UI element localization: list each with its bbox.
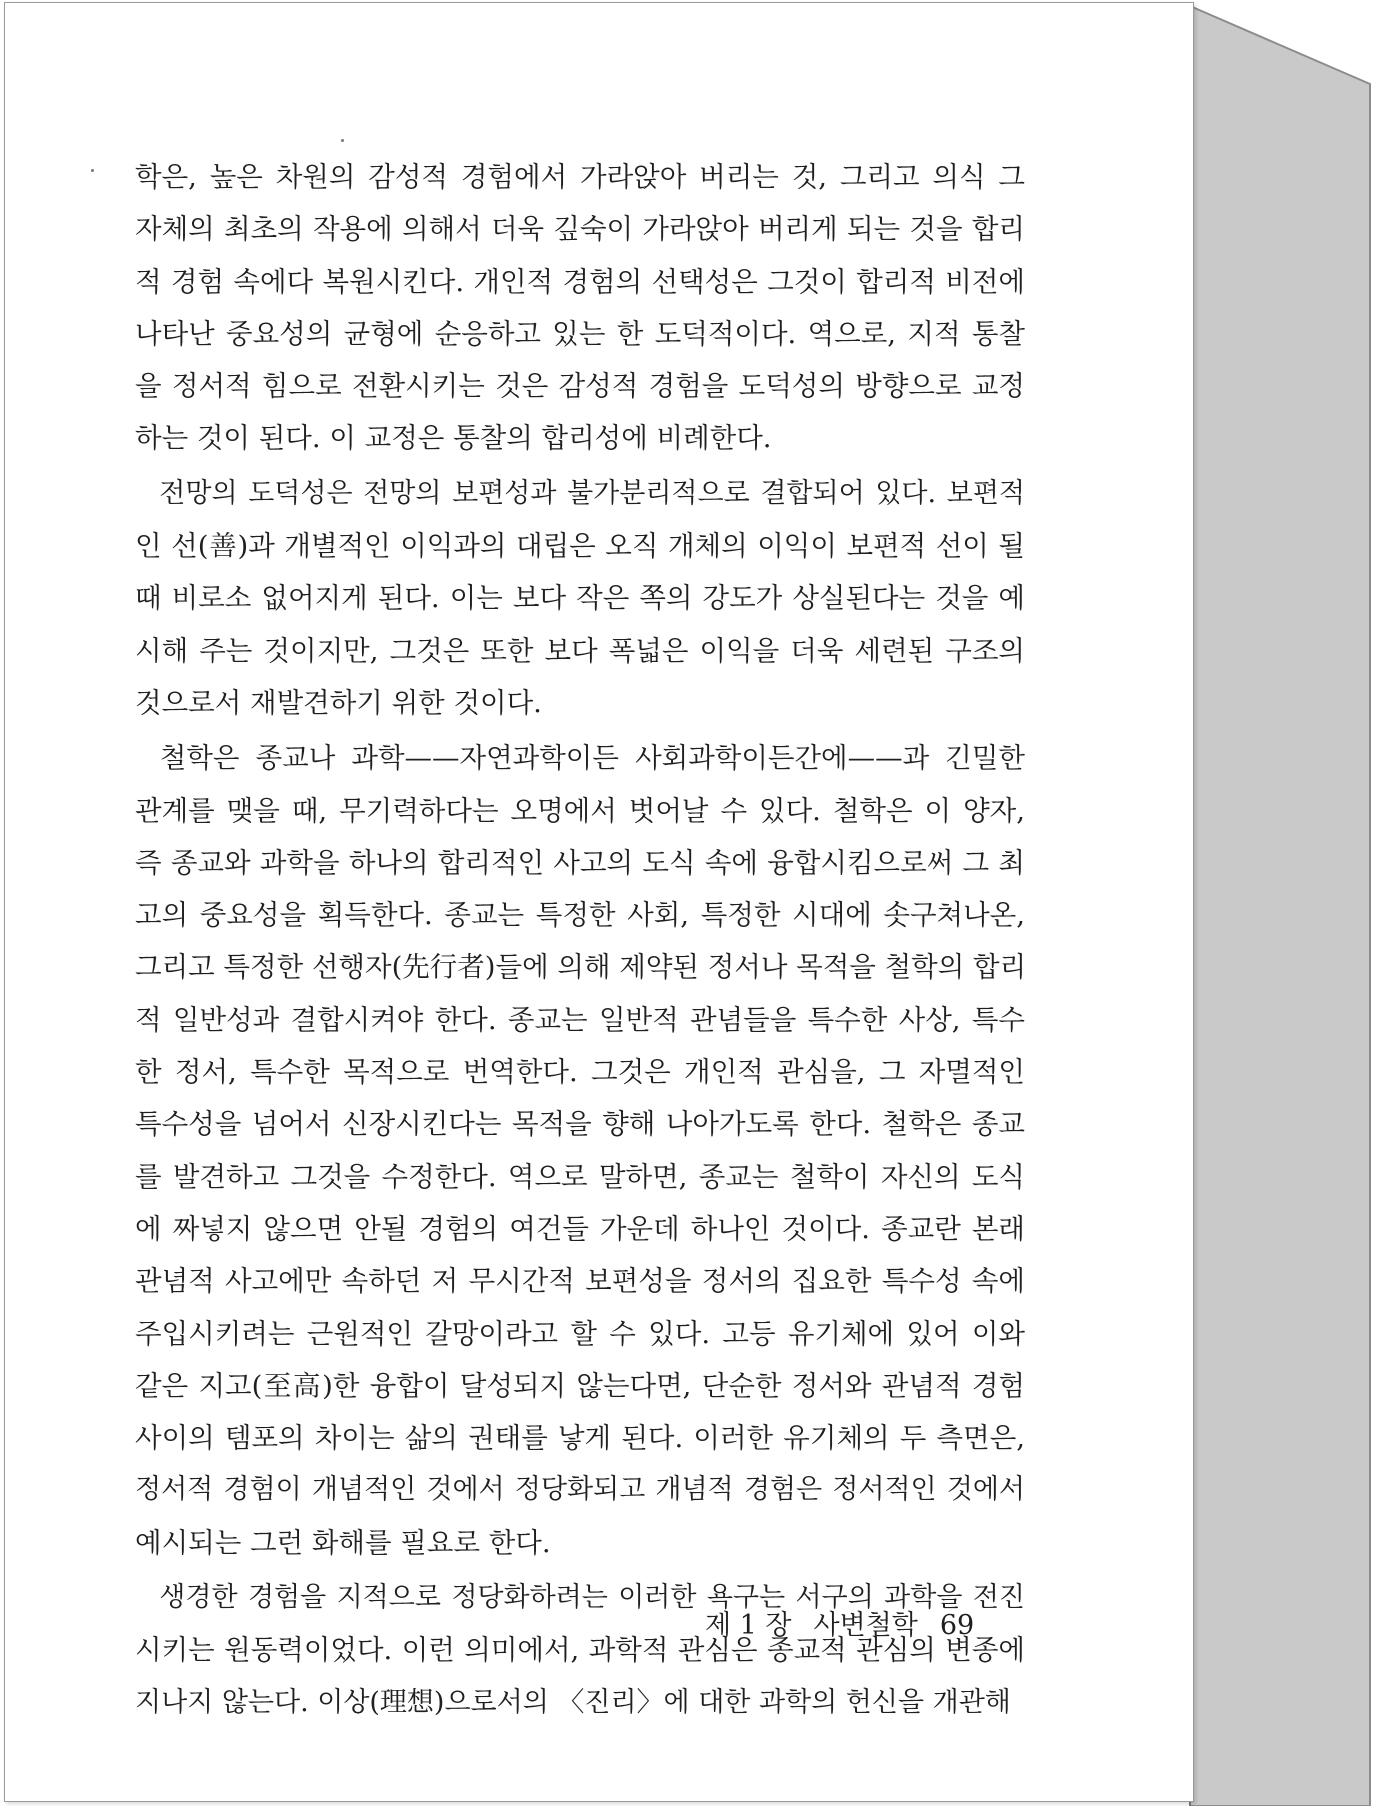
text-line: 그리고 특정한 선행자(先行者)들에 의해 제약된 정서나 목적을 철학의 합리 [135, 951, 1027, 984]
text-line: 정서적 경험이 개념적인 것에서 정당화되고 개념적 경험은 정서적인 것에서 [135, 1474, 1025, 1506]
text-line: 전망의 도덕성은 전망의 보편성과 불가분리적으로 결합되어 있다. 보편적 [159, 477, 1025, 509]
text-line: 예시되는 그런 화해를 필요로 한다. [135, 1526, 551, 1559]
text-line: 자체의 최초의 작용에 의해서 더욱 깊숙이 가라앉아 버리게 되는 것을 합리 [135, 213, 1025, 246]
scan-speck [91, 169, 94, 172]
text-line: 것으로서 재발견하기 위한 것이다. [135, 686, 542, 719]
text-line: 때 비로소 없어지게 된다. 이는 보다 작은 쪽의 강도가 상실된다는 것을 예 [135, 582, 1025, 615]
text-line: 시키는 원동력이었다. 이런 의미에서, 과학적 관심은 종교적 관심의 변종에 [135, 1634, 1025, 1667]
text-line: 적 일반성과 결합시켜야 한다. 종교는 일반적 관념들을 특수한 사상, 특수 [135, 1003, 1025, 1036]
text-line: 사이의 템포의 차이는 삶의 권태를 낳게 된다. 이러한 유기체의 두 측면은, [135, 1422, 1025, 1455]
text-line: 고의 중요성을 획득한다. 종교는 특정한 사회, 특정한 시대에 솟구쳐나온, [135, 899, 1025, 932]
text-line: 주입시키려는 근원적인 갈망이라고 할 수 있다. 고등 유기체에 있어 이와 [135, 1317, 1025, 1350]
chapter-label: 제 1 장 [705, 1610, 792, 1641]
text-line: 학은, 높은 차원의 감성적 경험에서 가라앉아 버리는 것, 그리고 의식 그 [135, 161, 1025, 193]
page-footer [705, 1603, 974, 1642]
text-line: 한 정서, 특수한 목적으로 번역한다. 그것은 개인적 관심을, 그 자멸적인 [135, 1056, 1025, 1089]
text-line: 적 경험 속에다 복원시킨다. 개인적 경험의 선택성은 그것이 합리적 비전에 [135, 265, 1025, 298]
text-line: 관념적 사고에만 속하던 저 무시간적 보편성을 정서의 집요한 특수성 속에 [135, 1265, 1025, 1298]
text-line: 즉 종교와 과학을 하나의 합리적인 사고의 도식 속에 융합시킴으로써 그 최 [135, 846, 1025, 879]
text-line: 을 정서적 힘으로 전환시키는 것은 감성적 경험을 도덕성의 방향으로 교정 [135, 370, 1025, 403]
page-number: 69 [939, 1610, 975, 1641]
text-line: 시해 주는 것이지만, 그것은 또한 보다 폭넓은 이익을 더욱 세련된 구조의 [135, 634, 1025, 667]
paragraph [135, 732, 1025, 1569]
text-line: 철학은 종교나 과학——자연과학이든 사회과학이든간에——과 긴밀한 [159, 742, 1025, 775]
text-line: 특수성을 넘어서 신장시킨다는 목적을 향해 나아가도록 한다. 철학은 종교 [135, 1108, 1025, 1141]
paragraph [135, 468, 1025, 729]
text-line: 관계를 맺을 때, 무기력하다는 오명에서 벗어날 수 있다. 철학은 이 양자, [135, 794, 1025, 827]
paragraph [135, 151, 1025, 465]
body-text [135, 151, 1025, 1729]
text-line: 에 짜넣지 않으면 안될 경험의 여건들 가운데 하나인 것이다. 종교란 본래 [135, 1212, 1025, 1245]
text-line: 인 선(善)과 개별적인 이익과의 대립은 오직 개체의 이익이 보편적 선이 될 [135, 530, 1025, 563]
scan-speck [341, 139, 344, 142]
text-line: 를 발견하고 그것을 수정한다. 역으로 말하면, 종교는 철학이 자신의 도식 [135, 1160, 1025, 1193]
text-line: 나타난 중요성의 균형에 순응하고 있는 한 도덕적이다. 역으로, 지적 통찰 [135, 317, 1025, 350]
text-line: 생경한 경험을 지적으로 정당화하려는 이러한 욕구는 서구의 과학을 전진 [159, 1582, 1025, 1614]
text-line: 지나지 않는다. 이상(理想)으로서의 〈진리〉에 대한 과학의 헌신을 개관해 [135, 1686, 1011, 1718]
paragraph [135, 1572, 1025, 1729]
book-page [4, 2, 1194, 1802]
text-line: 하는 것이 된다. 이 교정은 통찰의 합리성에 비례한다. [135, 422, 772, 455]
text-line: 같은 지고(至高)한 융합이 달성되지 않는다면, 단순한 정서와 관념적 경험 [135, 1369, 1025, 1402]
chapter-title: 사변철학 [813, 1610, 918, 1641]
